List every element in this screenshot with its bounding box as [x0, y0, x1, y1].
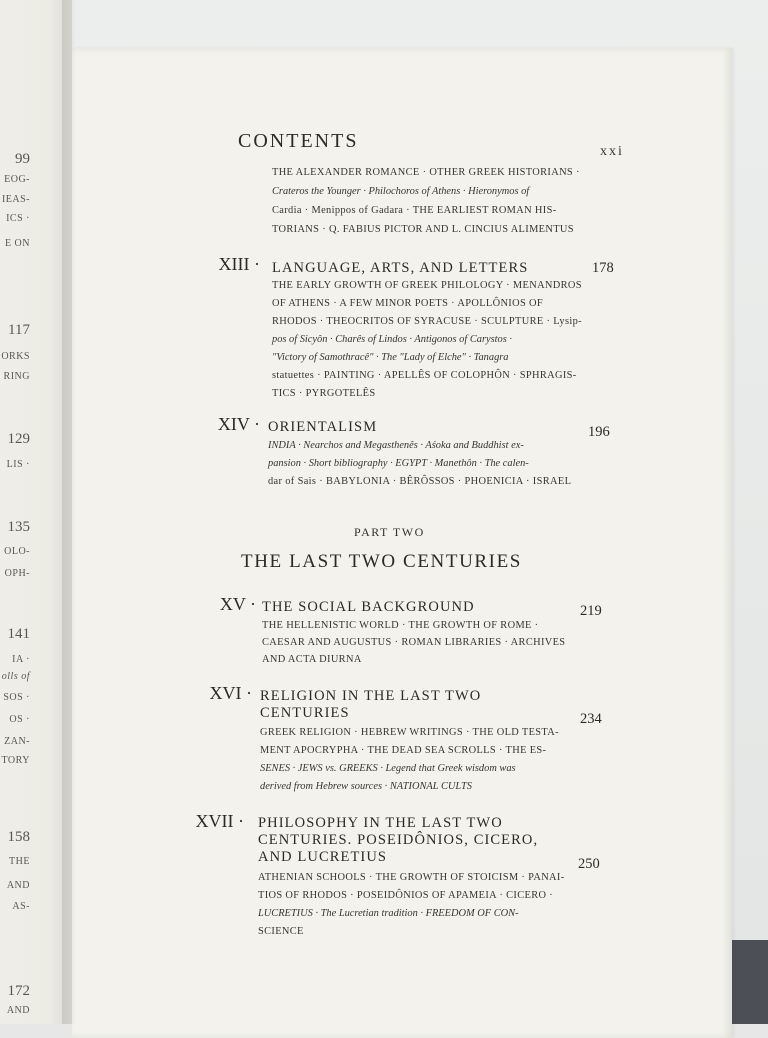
chapter-entry-line: THE HELLENISTIC WORLD · THE GROWTH OF ROME · [262, 620, 539, 631]
chapter-entry-line: dar of Sais · BABYLONIA · BÊRÔSSOS · PHOENICIA · ISRAEL [268, 476, 572, 487]
chapter-numeral: XIV · [217, 414, 260, 434]
chapter-title: CENTURIES. POSEIDÔNIOS, CICERO, [258, 832, 539, 848]
chapter-title: THE SOCIAL BACKGROUND [262, 599, 475, 615]
chapter-entry-line: GREEK RELIGION · HEBREW WRITINGS · THE OLD TESTA- [260, 727, 559, 738]
chapter-page: 219 [580, 603, 602, 619]
chapter-title: ORIENTALISM [268, 419, 378, 435]
left-fragment: LIS · [6, 459, 30, 470]
left-fragment: 141 [7, 626, 30, 642]
chapter-entry-line: derived from Hebrew sources · NATIONAL CULTS [260, 781, 472, 792]
left-fragment: SOS · [3, 692, 30, 703]
left-fragment: RING [3, 371, 30, 382]
continuation-line: TORIANS · Q. FABIUS PICTOR AND L. CINCIUS ALIMENTUS [272, 224, 574, 235]
page-number: xxi [600, 144, 624, 159]
left-fragment: 117 [8, 322, 30, 338]
left-fragment: AND [6, 1005, 30, 1016]
left-fragment: 129 [7, 431, 30, 447]
chapter-entry-line: "Victory of Samothracê" · The "Lady of Elche" · Tanagra [272, 352, 509, 363]
chapter-entry-line: LUCRETIUS · The Lucretian tradition · FREEDOM OF CON- [258, 908, 519, 919]
page-gutter [62, 0, 76, 1024]
left-fragment: ZAN- [4, 736, 30, 747]
left-fragment: THE [9, 856, 30, 867]
chapter-entry-line: THE EARLY GROWTH OF GREEK PHILOLOGY · MENANDROS [272, 280, 582, 291]
left-fragment: olls of [1, 671, 30, 682]
chapter-entry-line: INDIA · Nearchos and Megasthenês · Aśoka and Buddhist ex- [268, 440, 524, 451]
chapter-page: 178 [592, 260, 614, 276]
chapter-numeral: XVII · [195, 811, 244, 831]
chapter-numeral: XVI · [209, 683, 252, 703]
left-fragment: AS- [12, 901, 30, 912]
chapter-page: 234 [580, 711, 602, 727]
left-fragment: EOG- [4, 174, 30, 185]
left-fragment: ICS · [6, 213, 30, 224]
chapter-entry-line: ATHENIAN SCHOOLS · THE GROWTH OF STOICISM · PANAI- [258, 872, 565, 883]
part-label: PART TWO [354, 525, 425, 539]
page-title: CONTENTS [238, 130, 359, 152]
continuation-line: Crateros the Younger · Philochoros of Athens · Hieronymos of [272, 186, 530, 197]
chapter-entry-line: pos of Sicyôn · Charês of Lindos · Antigonos of Carystos · [272, 334, 512, 345]
left-fragment: OLO- [4, 546, 30, 557]
chapter-entry-line: TICS · PYRGOTELÊS [272, 388, 376, 399]
chapter-page: 196 [588, 424, 610, 440]
left-fragment: AND [6, 880, 30, 891]
chapter-entry-line: SCIENCE [258, 926, 304, 937]
part-title: THE LAST TWO CENTURIES [241, 551, 522, 572]
left-fragment: E ON [4, 238, 30, 249]
chapter-entry-line: RHODOS · THEOCRITOS OF SYRACUSE · SCULPTURE · Lysip- [272, 316, 582, 327]
left-fragment: 135 [7, 519, 30, 535]
chapter-numeral: XV · [219, 594, 256, 614]
chapter-title: LANGUAGE, ARTS, AND LETTERS [272, 260, 529, 276]
left-fragment: OPH- [4, 568, 30, 579]
left-fragment: IEAS- [1, 194, 30, 205]
chapter-title: RELIGION IN THE LAST TWO [260, 688, 482, 704]
chapter-title: PHILOSOPHY IN THE LAST TWO [258, 815, 503, 831]
chapter-entry-line: TIOS OF RHODOS · POSEIDÔNIOS OF APAMEIA · CICERO · [258, 890, 554, 901]
chapter-title: AND LUCRETIUS [258, 849, 388, 865]
chapter-entry-line: SENES · JEWS vs. GREEKS · Legend that Greek wisdom was [260, 763, 516, 774]
chapter-numeral: XIII · [218, 254, 260, 274]
left-fragment: 158 [7, 829, 30, 845]
left-fragment: ORKS [1, 351, 30, 362]
chapter-title: CENTURIES [260, 705, 350, 721]
chapter-entry-line: CAESAR AND AUGUSTUS · ROMAN LIBRARIES · ARCHIVES [262, 637, 566, 648]
left-fragment: IA · [12, 654, 30, 665]
chapter-entry-line: OF ATHENS · A FEW MINOR POETS · APOLLÔNIOS OF [272, 298, 544, 309]
chapter-page: 250 [578, 856, 600, 872]
continuation-line: THE ALEXANDER ROMANCE · OTHER GREEK HISTORIANS · [272, 167, 580, 178]
chapter-entry-line: AND ACTA DIURNA [262, 654, 362, 665]
left-fragment: OS · [9, 714, 30, 725]
left-fragment: 172 [7, 983, 30, 999]
chapter-entry-line: statuettes · PAINTING · APELLÊS OF COLOPHÔN · SPHRAGIS- [272, 370, 577, 381]
continuation-line: Cardia · Menippos of Gadara · THE EARLIEST ROMAN HIS- [272, 205, 557, 216]
chapter-entry-line: pansion · Short bibliography · EGYPT · Manethôn · The calen- [268, 458, 529, 469]
left-fragment: 99 [15, 151, 30, 167]
left-fragment: TORY [1, 755, 30, 766]
chapter-entry-line: MENT APOCRYPHA · THE DEAD SEA SCROLLS · THE ES- [260, 745, 547, 756]
